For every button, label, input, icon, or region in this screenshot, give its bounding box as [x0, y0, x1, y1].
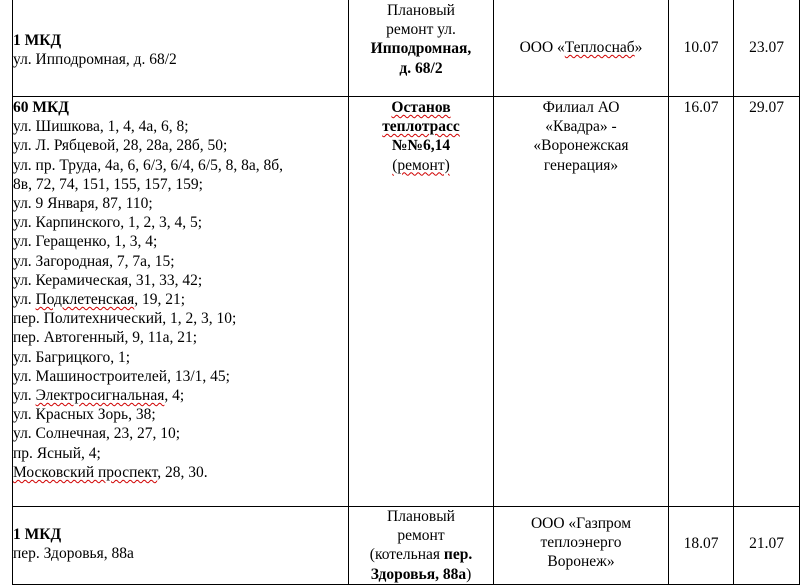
- org-line: «Воронежская: [533, 137, 629, 155]
- org-line: Воронеж»: [547, 553, 615, 571]
- org-line: теплоэнерго: [540, 534, 622, 552]
- end-date-cell: [734, 0, 800, 97]
- end-date-cell: [734, 97, 800, 507]
- organization-cell: [494, 0, 669, 97]
- organization-name: ООО «Теплоснаб»: [519, 39, 643, 56]
- work-description-cell: [349, 0, 494, 97]
- org-line: Филиал АО: [542, 99, 620, 116]
- building-count: 60 МКД: [13, 99, 69, 116]
- org-line: генерация»: [543, 156, 619, 174]
- address-line: ул. Керамическая, 31, 33, 42;: [13, 271, 203, 289]
- desc-line: Плановый: [387, 508, 455, 525]
- address-line: ул. Ипподромная, д. 68/2: [13, 51, 177, 69]
- address-line: ул. Геращенко, 1, 3, 4;: [13, 233, 158, 251]
- desc-line: Останов: [391, 99, 451, 116]
- start-date: 10.07: [683, 39, 719, 56]
- address-line: ул. Л. Рябцевой, 28, 28а, 28б, 50;: [13, 137, 228, 155]
- desc-line: (котельная пер.: [369, 546, 473, 564]
- end-date: 23.07: [749, 39, 784, 56]
- address-line: пер. Политехнический, 1, 2, 3, 10;: [13, 310, 237, 328]
- address-line: ул. Солнечная, 23, 27, 10;: [13, 425, 181, 443]
- desc-line: д. 68/2: [399, 59, 443, 77]
- desc-line: Плановый: [387, 2, 455, 19]
- address-line: пер. Здоровья, 88а: [13, 545, 134, 563]
- address-line: ул. пр. Труда, 4а, 6, 6/3, 6/4, 6/5, 8, 8а, 8б,: [13, 156, 284, 174]
- table-row: [13, 97, 800, 507]
- address-line: 8в, 72, 74, 151, 155, 157, 159;: [13, 175, 203, 193]
- desc-line: Здоровья, 88а): [370, 565, 472, 583]
- address-cell: [13, 97, 349, 507]
- table-row: [13, 0, 800, 97]
- address-line: ул. Загородная, 7, 7а, 15;: [13, 252, 175, 270]
- outage-table: [12, 0, 800, 585]
- start-date-cell: [669, 97, 734, 507]
- address-line: ул. 9 Января, 87, 110;: [13, 195, 153, 213]
- end-date: 29.07: [749, 99, 784, 116]
- address-line: ул. Багрицкого, 1;: [13, 348, 131, 366]
- desc-line: ремонт ул.: [386, 21, 456, 39]
- end-date: 21.07: [749, 535, 784, 552]
- end-date-cell: [734, 507, 800, 585]
- address-cell: [13, 0, 349, 97]
- organization-cell: [494, 507, 669, 585]
- desc-line: теплотрасс: [382, 118, 460, 136]
- start-date: 16.07: [683, 99, 719, 116]
- address-line: ул. Карпинского, 1, 2, 3, 4, 5;: [13, 214, 203, 232]
- org-line: «Квадра» -: [545, 118, 617, 136]
- address-line: пер. Автогенный, 9, 11а, 21;: [13, 329, 198, 347]
- start-date-cell: [669, 0, 734, 97]
- desc-line: Ипподромная,: [370, 40, 472, 58]
- address-line: ул. Шишкова, 1, 4, 4а, 6, 8;: [13, 118, 189, 136]
- building-count: 1 МКД: [13, 32, 62, 49]
- org-line: ООО «Газпром: [530, 515, 632, 532]
- address-line: ул. Электросигнальная, 4;: [13, 387, 185, 405]
- start-date: 18.07: [683, 535, 719, 552]
- organization-cell: [494, 97, 669, 507]
- desc-line: ремонт: [397, 527, 445, 545]
- address-line: пр. Ясный, 4;: [13, 444, 101, 462]
- desc-line: №№6,14: [391, 137, 451, 155]
- address-line: ул. Красных Зорь, 38;: [13, 406, 156, 424]
- work-description-cell: [349, 97, 494, 507]
- work-description-cell: [349, 507, 494, 585]
- table-row: [13, 507, 800, 585]
- address-line: ул. Подклетенская, 19, 21;: [13, 291, 186, 309]
- address-line: ул. Машиностроителей, 13/1, 45;: [13, 367, 230, 385]
- desc-line: (ремонт): [392, 156, 450, 174]
- address-cell: [13, 507, 349, 585]
- start-date-cell: [669, 507, 734, 585]
- address-line: Московский проспект, 28, 30.: [13, 463, 208, 481]
- building-count: 1 МКД: [13, 526, 62, 543]
